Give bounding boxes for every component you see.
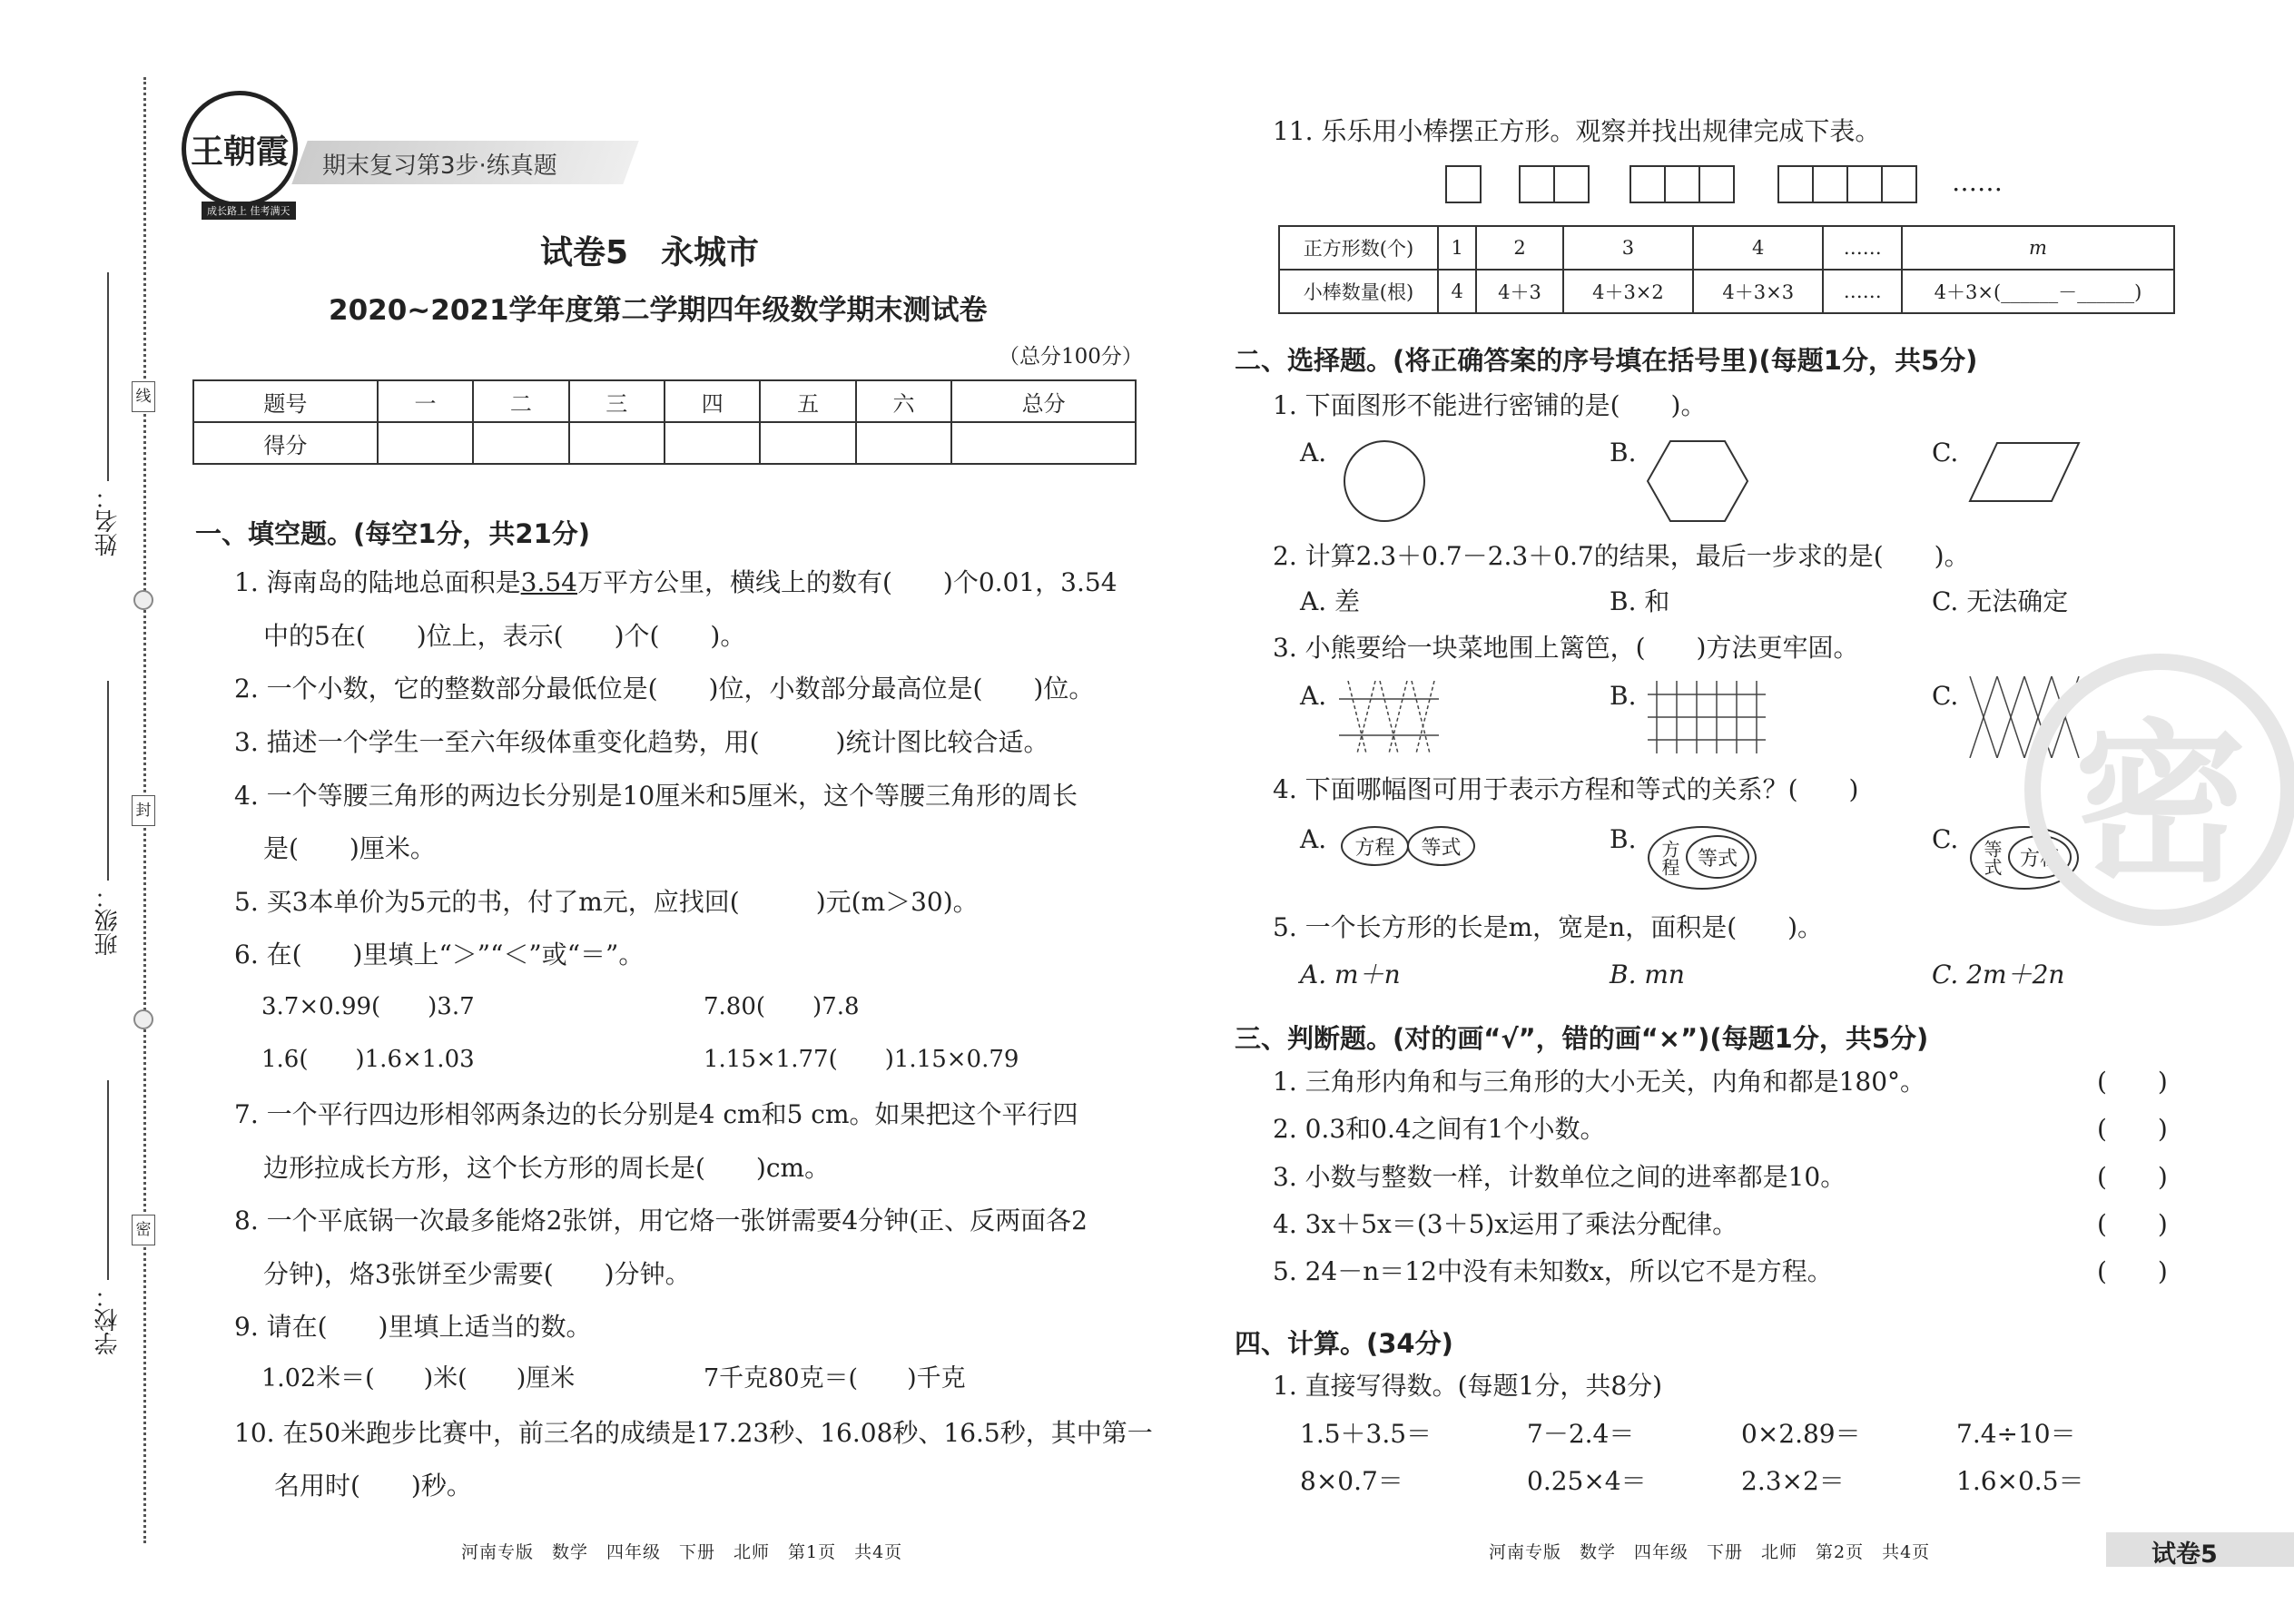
q6-item-4: 1.15×1.77( )1.15×0.79 [704,1046,1019,1073]
stick-pattern-dots: …… [1952,167,2003,197]
q11-cell: 4 [1693,226,1823,270]
part2-heading: 二、选择题。(将正确答案的序号填在括号里)(每题1分，共5分) [1235,345,1978,376]
calc-item: 0.25×4＝ [1527,1466,1647,1496]
p2-q1-C: C. [1932,438,1959,468]
stick-pattern-1 [1445,165,1480,203]
class-field[interactable] [107,681,109,881]
q6: 6. 在( )里填上“＞”“＜”或“＝”。 [234,940,645,969]
q7-line-b: 边形拉成长方形，这个长方形的周长是( )cm。 [263,1153,831,1183]
calc-item: 8×0.7＝ [1300,1466,1403,1496]
parallelogram-shape [1965,436,2083,508]
p2-q5-C: C. 2m＋2n [1932,960,2065,989]
score-input[interactable] [856,422,951,464]
q10-line-b: 名用时( )秒。 [274,1471,472,1501]
margin-tag-mi: 密 [132,1215,155,1245]
school-label: 学校： [94,1284,122,1355]
score-input[interactable] [760,422,855,464]
footer-left: 河南专版 数学 四年级 下册 北师 第1页 共4页 [461,1542,903,1562]
p3-answer-3[interactable]: ( ) [2097,1162,2168,1192]
footer-right: 河南专版 数学 四年级 下册 北师 第2页 共4页 [1489,1542,1931,1562]
q8-line-b: 分钟)，烙3张饼至少需要( )分钟。 [263,1259,691,1289]
q8-line-a: 8. 一个平底锅一次最多能烙2张饼，用它烙一张饼需要4分钟(正、反两面各2 [234,1206,1088,1235]
q11-cell: 3 [1563,226,1693,270]
p3-item-3: 3. 小数与整数一样，计数单位之间的进率都是10。 [1273,1162,1846,1192]
venn-a-fangcheng: 方程 [1341,826,1409,866]
p2-q2: 2. 计算2.3＋0.7－2.3＋0.7的结果，最后一步求的是( )。 [1273,541,1970,571]
p2-q5-B: B. mn [1610,960,1685,989]
q3: 3. 描述一个学生一至六年级体重变化趋势，用( )统计图比较合适。 [234,727,1049,757]
calc-item: 2.3×2＝ [1741,1466,1845,1496]
score-header-cell: 一 [378,380,473,422]
p2-q5-A: A. m＋n [1300,960,1401,989]
brand-name: 王朝霞 [190,132,289,171]
score-header-cell: 五 [760,380,855,422]
exam-subtitle: 2020~2021学年度第二学期四年级数学期末测试卷 [329,294,988,327]
score-input[interactable] [378,422,473,464]
q11-cell: 1 [1438,226,1476,270]
banner-text: 期末复习第3步·练真题 [322,153,557,180]
confidential-stamp [2024,654,2294,926]
q4-line-b: 是( )厘米。 [263,833,436,863]
p2-q4-C: C. [1932,824,1959,854]
q11: 11. 乐乐用小棒摆正方形。观察并找出规律完成下表。 [1273,116,1881,146]
venn-c-fangcheng: 方程 [2008,835,2072,879]
exam-title: 试卷5 永城市 [540,234,760,271]
p2-q2-A: A. 差 [1300,586,1361,616]
brand-sub: 成长路上 佳考满天 [202,202,296,220]
q6-item-3: 1.6( )1.6×1.03 [261,1046,475,1073]
footer-tag: 试卷5 [2151,1540,2218,1569]
q7-line-a: 7. 一个平行四边形相邻两条边的长分别是4 cm和5 cm。如果把这个平行四 [234,1099,1078,1129]
score-row-label: 得分 [193,422,378,464]
calc-item: 1.6×0.5＝ [1956,1466,2084,1496]
p2-q3-B: B. [1610,681,1637,711]
q11-cell: …… [1823,270,1902,313]
score-header-cell: 总分 [951,380,1136,422]
hexagon-shape [1643,436,1752,527]
stick-pattern-2 [1519,165,1588,203]
p2-q1: 1. 下面图形不能进行密铺的是( )。 [1273,390,1707,420]
p3-answer-5[interactable]: ( ) [2097,1256,2168,1286]
p3-answer-1[interactable]: ( ) [2097,1067,2168,1097]
p2-q3: 3. 小熊要给一块菜地围上篱笆，( )方法更牢固。 [1273,633,1859,663]
name-label: 姓名： [94,486,122,556]
p4-q1: 1. 直接写得数。(每题1分，共8分) [1273,1371,1663,1401]
p2-q1-A: A. [1300,438,1327,468]
name-field[interactable] [107,272,109,481]
p2-q4: 4. 下面哪幅图可用于表示方程和等式的关系？( ) [1273,774,1859,804]
p3-item-1: 1. 三角形内角和与三角形的大小无关，内角和都是180°。 [1273,1067,1926,1097]
circle-shape [1334,436,1434,527]
venn-b-dengshi: 等式 [1686,835,1749,879]
class-label: 班级： [94,885,122,956]
p3-answer-4[interactable]: ( ) [2097,1209,2168,1239]
q11-answer-cell[interactable]: 4＋3×(______－______) [1902,270,2174,313]
calc-item: 7.4÷10＝ [1956,1419,2076,1449]
part1-heading: 一、填空题。(每空1分，共21分) [195,518,591,549]
p2-q4-A: A. [1300,824,1327,854]
q1-line-a: 1. 海南岛的陆地总面积是3.54万平方公里，横线上的数有( )个0.01，3.54 [234,567,1117,597]
binding-hole [133,1009,153,1029]
q9: 9. 请在( )里填上适当的数。 [234,1312,592,1342]
p3-item-2: 2. 0.3和0.4之间有1个小数。 [1273,1114,1606,1144]
venn-c-dengshi: 等式 [1981,840,2003,876]
q6-item-2: 7.80( )7.8 [704,993,860,1020]
q9-item-2: 7千克80克＝( )千克 [704,1364,966,1393]
total-score: （总分100分） [999,345,1143,369]
q11-cell: 小棒数量(根) [1279,270,1438,313]
part3-heading: 三、判断题。(对的画“√”，错的画“×”)(每题1分，共5分) [1235,1023,1929,1054]
score-input[interactable] [473,422,568,464]
p3-answer-2[interactable]: ( ) [2097,1114,2168,1144]
p3-item-5: 5. 24－n＝12中没有未知数x，所以它不是方程。 [1273,1256,1833,1286]
p2-q2-B: B. 和 [1610,586,1670,616]
q10-line-a: 10. 在50米跑步比赛中，前三名的成绩是17.23秒、16.08秒、16.5秒，其中第一 [234,1418,1153,1448]
calc-item: 7－2.4＝ [1527,1419,1635,1449]
brand-logo [182,91,298,207]
p3-item-4: 4. 3x＋5x＝(3＋5)x运用了乘法分配律。 [1273,1209,1738,1239]
p2-q1-B: B. [1610,438,1637,468]
p2-q2-C: C. 无法确定 [1932,586,2069,616]
stick-pattern-4 [1777,165,1915,203]
q4-line-a: 4. 一个等腰三角形的两边长分别是10厘米和5厘米，这个等腰三角形的周长 [234,781,1078,811]
score-header-cell: 四 [665,380,760,422]
score-input[interactable] [951,422,1136,464]
binding-hole [133,590,153,610]
score-header-cell: 二 [473,380,568,422]
calc-item: 1.5＋3.5＝ [1300,1419,1433,1449]
q11-table [1278,225,2175,314]
q6-item-1: 3.7×0.99( )3.7 [261,993,475,1020]
stick-pattern-3 [1629,165,1733,203]
fence-diagonal-icon [1339,681,1439,753]
p2-q4-B: B. [1610,824,1637,854]
score-header-cell: 三 [569,380,665,422]
part4-heading: 四、计算。(34分) [1235,1328,1453,1359]
fence-grid-icon [1648,681,1766,753]
q11-cell: 4＋3×2 [1563,270,1693,313]
score-header-cell: 题号 [193,380,378,422]
score-header-cell: 六 [856,380,951,422]
q2: 2. 一个小数，它的整数部分最低位是( )位，小数部分最高位是( )位。 [234,674,1095,704]
school-field[interactable] [107,1080,109,1280]
q11-cell: …… [1823,226,1902,270]
venn-b-fangcheng: 方程 [1659,840,1680,876]
margin-tag-xian: 线 [132,381,155,412]
q11-cell: 正方形数(个) [1279,226,1438,270]
p2-q5: 5. 一个长方形的长是m，宽是n，面积是( )。 [1273,912,1824,942]
score-table [192,379,1137,465]
q11-cell: 4＋3×3 [1693,270,1823,313]
calc-item: 0×2.89＝ [1741,1419,1861,1449]
venn-a-dengshi: 等式 [1407,826,1475,866]
q1-line-b: 中的5在( )位上，表示( )个( )。 [263,621,746,651]
q11-cell: 2 [1476,226,1562,270]
margin-tag-feng: 封 [132,795,155,826]
q9-item-1: 1.02米＝( )米( )厘米 [261,1364,576,1393]
q11-cell: 4 [1438,270,1476,313]
q11-cell: 4＋3 [1476,270,1562,313]
q11-cell: m [1902,226,2174,270]
q5: 5. 买3本单价为5元的书，付了m元，应找回( )元(m＞30)。 [234,887,979,917]
p2-q3-A: A. [1300,681,1327,711]
score-input[interactable] [665,422,760,464]
score-input[interactable] [569,422,665,464]
p2-q3-C: C. [1932,681,1959,711]
stamp-char: 密 [2073,704,2247,905]
